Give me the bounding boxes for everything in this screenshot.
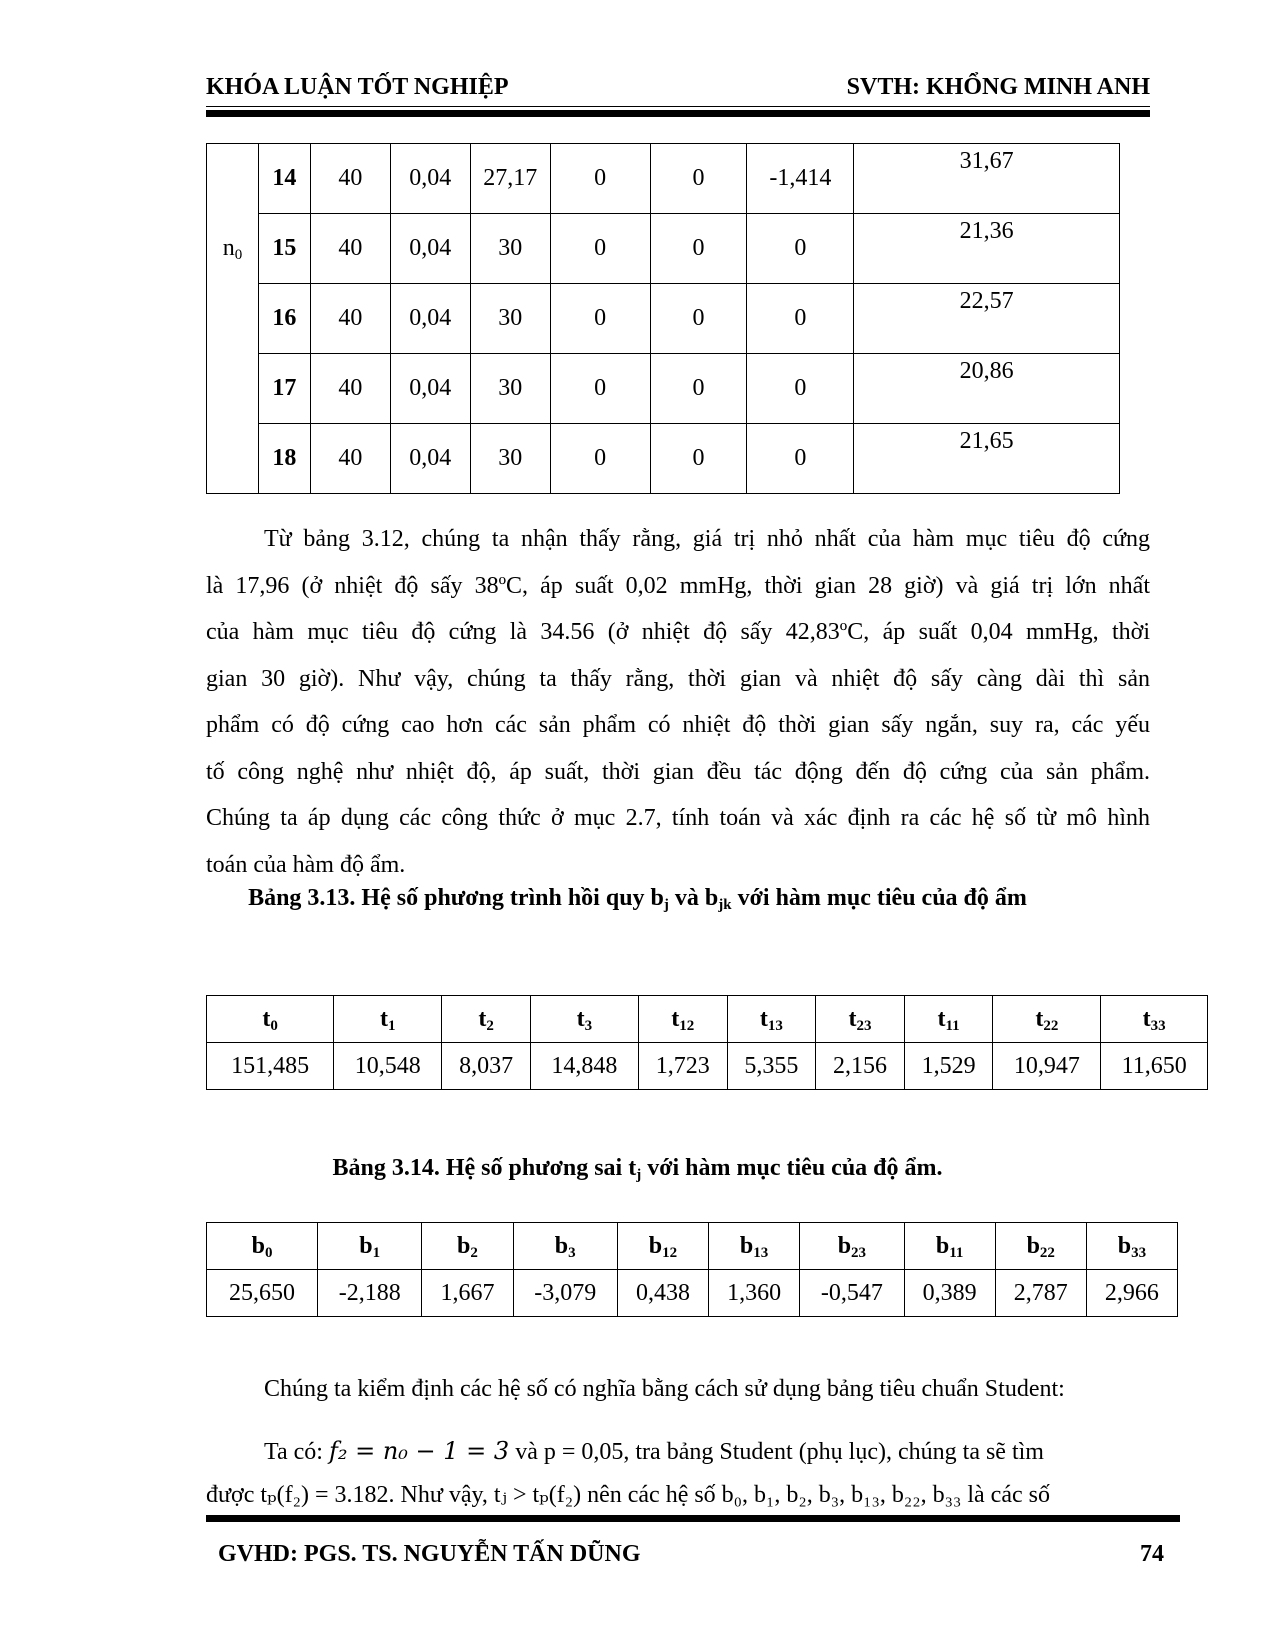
- experiment-cell-c6: 0: [747, 354, 854, 424]
- table-313-value-cell: 8,037: [442, 1043, 531, 1090]
- table-314-value-cell: 2,787: [995, 1270, 1086, 1317]
- header-rule-thin: [206, 106, 1150, 107]
- caption-3-14-sub1: j: [636, 1167, 642, 1183]
- caption-table-3-13: [0, 885, 1275, 912]
- experiment-cell-no: 16: [258, 284, 310, 354]
- header-subscript: 22: [1039, 1244, 1055, 1261]
- caption-3-13-suffix: với hàm mục tiêu của độ ẩm: [731, 885, 1027, 911]
- table-313-value-cell: 11,650: [1101, 1043, 1208, 1090]
- header-symbol: b: [837, 1232, 852, 1259]
- experiment-group-cell: [207, 214, 259, 284]
- paragraph-line: Từ bảng 3.12, chúng ta nhận thấy rằng, giá trị nhỏ nhất của hàm mục tiêu độ cứng: [264, 526, 1150, 552]
- header-symbol: t: [576, 1005, 585, 1032]
- table-313-value-cell: 14,848: [530, 1043, 638, 1090]
- header-symbol: b: [739, 1232, 754, 1259]
- experiment-cell-c1: 40: [310, 354, 390, 424]
- table-313-header-cell: [993, 996, 1101, 1043]
- table-314-value-cell: 0,438: [617, 1270, 708, 1317]
- table-314-value-cell: -2,188: [318, 1270, 422, 1317]
- paragraph-line: toán của hàm độ ẩm.: [206, 851, 406, 878]
- table-314-header-cell: [207, 1223, 318, 1270]
- table-313-value-cell: 2,156: [816, 1043, 905, 1090]
- caption-3-14-suffix: với hàm mục tiêu của độ ẩm.: [641, 1155, 943, 1181]
- table-314-header-cell: [318, 1223, 422, 1270]
- table-313-header-cell: [334, 996, 442, 1043]
- header-symbol: t: [1035, 1005, 1044, 1032]
- header-subscript: 3: [584, 1017, 593, 1034]
- header-subscript: 3: [568, 1244, 576, 1261]
- experiment-cell-c2: 0,04: [390, 214, 470, 284]
- experiment-row: [207, 284, 1120, 354]
- header-subscript: 11: [949, 1244, 964, 1261]
- paragraph-line: phẩm có độ cứng cao hơn các sản phẩm có nhiệt độ thời gian sấy ngắn, suy ra, các yếu: [206, 712, 1150, 738]
- group-label-sub: 0: [234, 247, 243, 263]
- header-subscript: 1: [372, 1244, 381, 1261]
- experiment-group-cell: [207, 284, 259, 354]
- table-3-14-header-row: [207, 1223, 1178, 1270]
- header-symbol: b: [648, 1232, 663, 1259]
- header-subscript: 0: [270, 1017, 278, 1034]
- header-subscript: 23: [851, 1244, 867, 1261]
- experiment-group-cell: [207, 144, 259, 214]
- table-314-header-cell: [513, 1223, 617, 1270]
- experiment-cell-y: 21,65: [854, 424, 1120, 494]
- paragraph-student-result: được tₚ(f₂) = 3.182. Như vậy, tⱼ > tₚ(f₂) nên các hệ số b₀, b₁, b₂, b₃, b₁₃, b₂₂, b₃₃ là các số: [206, 1482, 1050, 1508]
- experiment-group-cell: [207, 354, 259, 424]
- experiment-cell-no: 14: [258, 144, 310, 214]
- experiment-cell-c4: 0: [550, 214, 650, 284]
- experiment-row: [207, 144, 1120, 214]
- header-subscript: 12: [679, 1017, 695, 1034]
- experiment-cell-c1: 40: [310, 424, 390, 494]
- table-314-header-cell: [617, 1223, 708, 1270]
- table-3-13-header-row: [207, 996, 1208, 1043]
- paragraph-line: là 17,96 (ở nhiệt độ sấy 38ºC, áp suất 0,02 mmHg, thời gian 28 giờ) và giá trị lớn nhất: [206, 572, 1150, 599]
- table-3-13-value-row: [207, 1043, 1208, 1090]
- table-314-value-cell: -0,547: [800, 1270, 904, 1317]
- header-subscript: 23: [856, 1017, 872, 1034]
- header-symbol: t: [262, 1005, 271, 1032]
- student-calc-suffix: và p = 0,05, tra bảng Student (phụ lục), chúng ta sẽ tìm: [509, 1439, 1044, 1465]
- header-title-right: SVTH: KHỔNG MINH ANH: [846, 74, 1150, 100]
- experiment-cell-c3: 30: [470, 354, 550, 424]
- experiment-cell-c1: 40: [310, 214, 390, 284]
- experiment-cell-c4: 0: [550, 424, 650, 494]
- paragraph-line: gian 30 giờ). Như vậy, chúng ta thấy rằng, thời gian và nhiệt độ sấy càng dài thì sản: [206, 665, 1150, 692]
- header-subscript: 33: [1131, 1244, 1147, 1261]
- experiment-cell-c4: 0: [550, 284, 650, 354]
- table-313-header-cell: [638, 996, 727, 1043]
- header-symbol: t: [937, 1005, 946, 1032]
- table-314-value-cell: 1,667: [422, 1270, 513, 1317]
- table-314-header-cell: [800, 1223, 904, 1270]
- table-313-header-cell: [207, 996, 334, 1043]
- experiment-cell-y: 20,86: [854, 354, 1120, 424]
- header-symbol: t: [380, 1005, 389, 1032]
- header-subscript: 22: [1043, 1017, 1059, 1034]
- experiment-row: [207, 424, 1120, 494]
- header-subscript: 11: [945, 1017, 960, 1034]
- experiment-cell-no: 17: [258, 354, 310, 424]
- footer-advisor: GVHD: PGS. TS. NGUYỄN TẤN DŨNG: [218, 1541, 641, 1567]
- table-313-value-cell: 5,355: [727, 1043, 816, 1090]
- paragraph-line: tố công nghệ như nhiệt độ, áp suất, thời gian đều tác động đến độ cứng của sản phẩm.: [206, 758, 1150, 785]
- footer-rule: [206, 1515, 1180, 1522]
- table-313-value-cell: 1,529: [904, 1043, 993, 1090]
- student-formula: f₂ = n₀ − 1 = 3: [328, 1437, 510, 1465]
- header-symbol: t: [848, 1005, 857, 1032]
- experiment-cell-c2: 0,04: [390, 354, 470, 424]
- caption-3-13-sub1: j: [663, 897, 669, 913]
- experiment-cell-c2: 0,04: [390, 424, 470, 494]
- header-subscript: 2: [470, 1244, 478, 1261]
- experiment-cell-y: 22,57: [854, 284, 1120, 354]
- table-313-header-cell: [442, 996, 531, 1043]
- header-rule-thick: [206, 110, 1150, 117]
- experiment-cell-c6: 0: [747, 424, 854, 494]
- student-calc-prefix: Ta có:: [264, 1439, 329, 1465]
- experiment-cell-c4: 0: [550, 354, 650, 424]
- experiment-table: [206, 143, 1120, 494]
- experiment-cell-c1: 40: [310, 144, 390, 214]
- table-314-header-cell: [709, 1223, 800, 1270]
- table-314-header-cell: [422, 1223, 513, 1270]
- header-subscript: 2: [486, 1017, 494, 1034]
- experiment-cell-c3: 30: [470, 424, 550, 494]
- experiment-cell-no: 15: [258, 214, 310, 284]
- header-subscript: 13: [767, 1017, 783, 1034]
- experiment-cell-c6: -1,414: [747, 144, 854, 214]
- caption-3-13-prefix: Bảng 3.13. Hệ số phương trình hồi quy b: [248, 885, 664, 911]
- table-313-value-cell: 10,947: [993, 1043, 1101, 1090]
- table-314-header-cell: [995, 1223, 1086, 1270]
- table-313-value-cell: 1,723: [638, 1043, 727, 1090]
- experiment-cell-c5: 0: [650, 284, 747, 354]
- experiment-cell-c5: 0: [650, 144, 747, 214]
- experiment-group-cell: [207, 424, 259, 494]
- experiment-cell-c4: 0: [550, 144, 650, 214]
- caption-3-13-sub2: jk: [718, 897, 732, 913]
- experiment-cell-c2: 0,04: [390, 144, 470, 214]
- table-314-header-cell: [904, 1223, 995, 1270]
- table-3-14: [206, 1222, 1178, 1317]
- experiment-cell-y: 21,36: [854, 214, 1120, 284]
- page-number: 74: [1140, 1541, 1164, 1567]
- header-subscript: 12: [662, 1244, 678, 1261]
- table-314-value-cell: 25,650: [207, 1270, 318, 1317]
- table-314-value-cell: 2,966: [1086, 1270, 1177, 1317]
- table-313-header-cell: [904, 996, 993, 1043]
- table-313-value-cell: 10,548: [334, 1043, 442, 1090]
- experiment-cell-c5: 0: [650, 354, 747, 424]
- table-3-13: [206, 995, 1208, 1090]
- experiment-cell-y: 31,67: [854, 144, 1120, 214]
- table-314-value-cell: 0,389: [904, 1270, 995, 1317]
- experiment-cell-c5: 0: [650, 424, 747, 494]
- table-314-value-cell: -3,079: [513, 1270, 617, 1317]
- caption-3-14-prefix: Bảng 3.14. Hệ số phương sai t: [332, 1155, 637, 1181]
- header-symbol: b: [935, 1232, 950, 1259]
- caption-table-3-14: [0, 1155, 1275, 1182]
- header-symbol: t: [478, 1005, 487, 1032]
- header-symbol: b: [457, 1232, 471, 1259]
- table-314-value-cell: 1,360: [709, 1270, 800, 1317]
- header-subscript: 13: [753, 1244, 769, 1261]
- header-subscript: 0: [264, 1244, 273, 1261]
- header-symbol: b: [1117, 1232, 1132, 1259]
- table-313-header-cell: [530, 996, 638, 1043]
- group-label: n: [222, 235, 235, 261]
- paragraph-analysis: [206, 516, 1150, 888]
- experiment-table-body: [207, 144, 1120, 494]
- experiment-cell-c3: 30: [470, 214, 550, 284]
- header-symbol: t: [1142, 1005, 1151, 1032]
- table-314-header-cell: [1086, 1223, 1177, 1270]
- paragraph-line: Chúng ta áp dụng các công thức ở mục 2.7, tính toán và xác định ra các hệ số từ mô hình: [206, 805, 1150, 831]
- header-subscript: 1: [388, 1017, 396, 1034]
- experiment-row: [207, 214, 1120, 284]
- experiment-cell-c3: 30: [470, 284, 550, 354]
- header-subscript: 33: [1150, 1017, 1166, 1034]
- header-symbol: t: [671, 1005, 680, 1032]
- header-symbol: t: [759, 1005, 768, 1032]
- experiment-cell-c5: 0: [650, 214, 747, 284]
- paragraph-student-calc: [206, 1428, 1150, 1476]
- header-symbol: b: [554, 1232, 569, 1259]
- table-313-header-cell: [727, 996, 816, 1043]
- table-313-value-cell: 151,485: [207, 1043, 334, 1090]
- table-313-header-cell: [816, 996, 905, 1043]
- experiment-cell-c1: 40: [310, 284, 390, 354]
- paragraph-line: của hàm mục tiêu độ cứng là 34.56 (ở nhiệt độ sấy 42,83ºC, áp suất 0,04 mmHg, thời: [206, 619, 1150, 645]
- experiment-cell-no: 18: [258, 424, 310, 494]
- experiment-cell-c6: 0: [747, 214, 854, 284]
- paragraph-student-intro: Chúng ta kiểm định các hệ số có nghĩa bằng cách sử dụng bảng tiêu chuẩn Student:: [264, 1376, 1065, 1402]
- table-3-14-value-row: [207, 1270, 1178, 1317]
- table-313-header-cell: [1101, 996, 1208, 1043]
- header-title-left: KHÓA LUẬN TỐT NGHIỆP: [206, 74, 509, 100]
- caption-3-13-mid: và b: [668, 885, 719, 911]
- experiment-cell-c6: 0: [747, 284, 854, 354]
- header-symbol: b: [359, 1232, 373, 1259]
- header-symbol: b: [1026, 1232, 1040, 1259]
- header-symbol: b: [251, 1232, 265, 1259]
- experiment-cell-c3: 27,17: [470, 144, 550, 214]
- experiment-cell-c2: 0,04: [390, 284, 470, 354]
- experiment-row: [207, 354, 1120, 424]
